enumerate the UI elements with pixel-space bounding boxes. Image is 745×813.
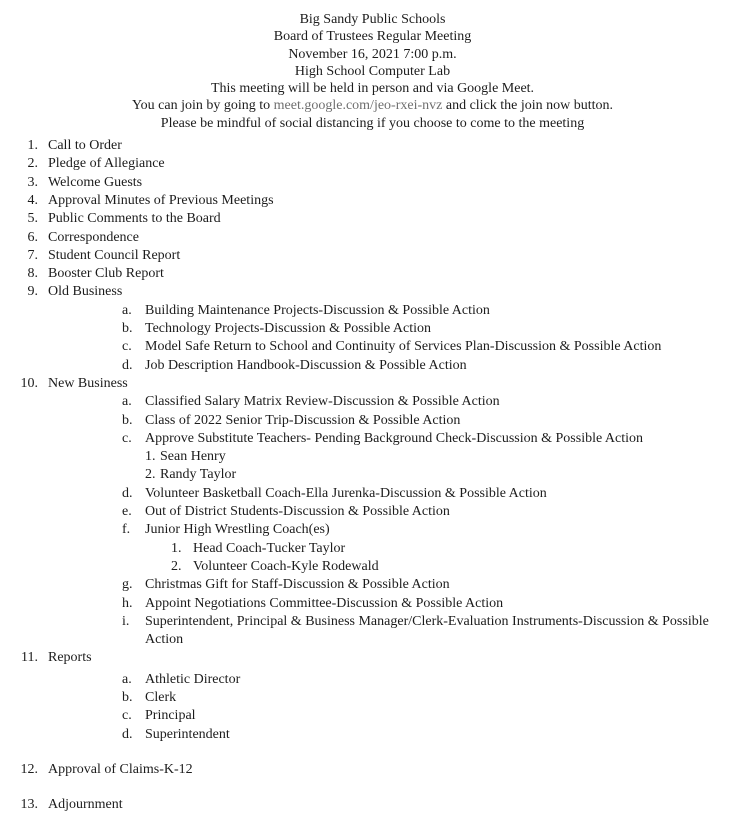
- item-number: 1.: [27, 138, 38, 154]
- item-number: f.: [122, 522, 131, 538]
- item-text: Job Description Handbook-Discussion & Possible Action: [145, 357, 467, 373]
- item-text: Superintendent: [145, 726, 230, 742]
- agenda-item: [0, 137, 743, 155]
- item-text: Approval of Claims-K-12: [48, 761, 193, 777]
- item-number: 11.: [21, 650, 38, 666]
- location-line: High School Computer Lab: [294, 63, 451, 79]
- agenda-item: [0, 521, 743, 539]
- meeting-format-line: This meeting will be held in person and via Google Meet.: [210, 81, 535, 97]
- agenda-item: [0, 796, 743, 813]
- agenda-item: [0, 192, 743, 210]
- item-number: b.: [122, 689, 133, 705]
- item-text: Approve Substitute Teachers- Pending Background Check-Discussion & Possible Action: [145, 430, 644, 446]
- agenda-item: [0, 726, 743, 744]
- agenda-item: [0, 174, 743, 192]
- item-text: Welcome Guests: [48, 174, 143, 190]
- agenda-item: [0, 338, 743, 356]
- agenda-item: [0, 265, 743, 283]
- item-text: Approval Minutes of Previous Meetings: [48, 192, 274, 208]
- agenda-item: [0, 485, 743, 503]
- item-number: 13.: [20, 797, 38, 813]
- item-number: c.: [122, 708, 132, 724]
- item-text: Pledge of Allegiance: [48, 156, 165, 172]
- item-number: b.: [122, 412, 133, 428]
- item-number: e.: [122, 504, 132, 520]
- agenda-item: [0, 229, 743, 247]
- agenda-item: [0, 247, 743, 265]
- item-text: Call to Order: [48, 138, 122, 154]
- item-text: Head Coach-Tucker Taylor: [193, 540, 346, 556]
- item-text: Christmas Gift for Staff-Discussion & Possible Action: [145, 577, 450, 593]
- agenda-item: [0, 576, 743, 594]
- item-number: i.: [122, 613, 130, 629]
- item-number: 4.: [27, 192, 38, 208]
- social-distancing-line: Please be mindful of social distancing if you choose to come to the meeting: [160, 115, 585, 131]
- item-text: Volunteer Coach-Kyle Rodewald: [193, 558, 379, 574]
- item-text: Out of District Students-Discussion & Possible Action: [145, 504, 450, 520]
- item-text: Clerk: [145, 689, 177, 705]
- agenda-item: [0, 283, 743, 301]
- item-text: Principal: [145, 708, 196, 724]
- agenda-item: [0, 448, 743, 466]
- item-number: 1.: [171, 540, 182, 556]
- item-number: 7.: [27, 247, 38, 263]
- agenda-item: [0, 466, 743, 484]
- item-number: d.: [122, 357, 133, 373]
- item-text: Adjournment: [48, 797, 123, 813]
- item-text: Sean Henry: [160, 449, 226, 465]
- agenda-item: [0, 430, 743, 448]
- item-number: 10.: [20, 375, 38, 391]
- item-text: Appoint Negotiations Committee-Discussion & Possible Action: [145, 595, 504, 611]
- date-time-line: November 16, 2021 7:00 p.m.: [288, 46, 457, 62]
- item-number: 2.: [145, 467, 156, 483]
- item-number: 5.: [27, 211, 38, 227]
- item-number: g.: [122, 577, 133, 593]
- item-number: d.: [122, 485, 133, 501]
- agenda-item: [0, 558, 743, 576]
- item-text: Model Safe Return to School and Continuity of Services Plan-Discussion & Possible Action: [145, 339, 662, 355]
- agenda-item: [0, 761, 743, 779]
- item-number: a.: [122, 394, 132, 410]
- item-text: New Business: [48, 375, 128, 391]
- meeting-type-line: Board of Trustees Regular Meeting: [273, 29, 472, 45]
- item-number: c.: [122, 430, 132, 446]
- join-prefix: You can join by going to: [131, 98, 274, 114]
- item-text: Classified Salary Matrix Review-Discussion & Possible Action: [145, 394, 500, 410]
- item-text: Correspondence: [48, 229, 139, 245]
- agenda-item: [0, 155, 743, 173]
- item-text: Junior High Wrestling Coach(es): [145, 522, 330, 538]
- item-number: c.: [122, 339, 132, 355]
- agenda-item: [0, 689, 743, 707]
- item-number: b.: [122, 321, 133, 337]
- agenda-item: [0, 613, 743, 650]
- item-text: Student Council Report: [48, 247, 181, 263]
- item-text: Technology Projects-Discussion & Possible Action: [145, 321, 432, 337]
- item-text: Reports: [48, 650, 92, 666]
- agenda-item: [0, 671, 743, 689]
- item-text: Booster Club Report: [48, 266, 164, 282]
- item-number: a.: [122, 671, 132, 687]
- join-instructions-line: [0, 97, 745, 114]
- item-number: 9.: [27, 284, 38, 300]
- title-line: Big Sandy Public Schools: [299, 12, 446, 27]
- item-text: Randy Taylor: [160, 467, 237, 483]
- item-number: 6.: [27, 229, 38, 245]
- item-number: 8.: [27, 266, 38, 282]
- agenda-item: [0, 595, 743, 613]
- agenda-item: [0, 540, 743, 558]
- agenda-item: [0, 210, 743, 228]
- agenda-list: [0, 137, 745, 813]
- item-text: Public Comments to the Board: [48, 211, 221, 227]
- join-suffix: and click the join now button.: [442, 98, 614, 114]
- item-number: 3.: [27, 174, 38, 190]
- agenda-item: [0, 320, 743, 338]
- agenda-item: [0, 302, 743, 320]
- item-number: a.: [122, 302, 132, 318]
- item-text: Athletic Director: [145, 671, 241, 687]
- item-text: Old Business: [48, 284, 123, 300]
- agenda-item: [0, 375, 743, 393]
- item-number: h.: [122, 595, 133, 611]
- agenda-item: [0, 707, 743, 725]
- agenda-item: [0, 503, 743, 521]
- item-number: 2.: [171, 558, 182, 574]
- agenda-item: [0, 412, 743, 430]
- agenda-item: [0, 357, 743, 375]
- item-text: Building Maintenance Projects-Discussion & Possible Action: [145, 302, 490, 318]
- agenda-item: [0, 393, 743, 411]
- item-text: Superintendent, Principal & Business Manager/Clerk-Evaluation Instruments-Discussion & Possible Action: [145, 613, 709, 648]
- document-header: [0, 11, 745, 132]
- agenda-item: [0, 649, 743, 667]
- item-number: 2.: [27, 156, 38, 172]
- item-number: 1.: [145, 449, 156, 465]
- item-text: Class of 2022 Senior Trip-Discussion & Possible Action: [145, 412, 461, 428]
- item-text: Volunteer Basketball Coach-Ella Jurenka-Discussion & Possible Action: [145, 485, 547, 501]
- item-number: d.: [122, 726, 133, 742]
- item-number: 12.: [20, 761, 38, 777]
- meeting-link: meet.google.com/jeo-rxei-nvz: [273, 98, 443, 114]
